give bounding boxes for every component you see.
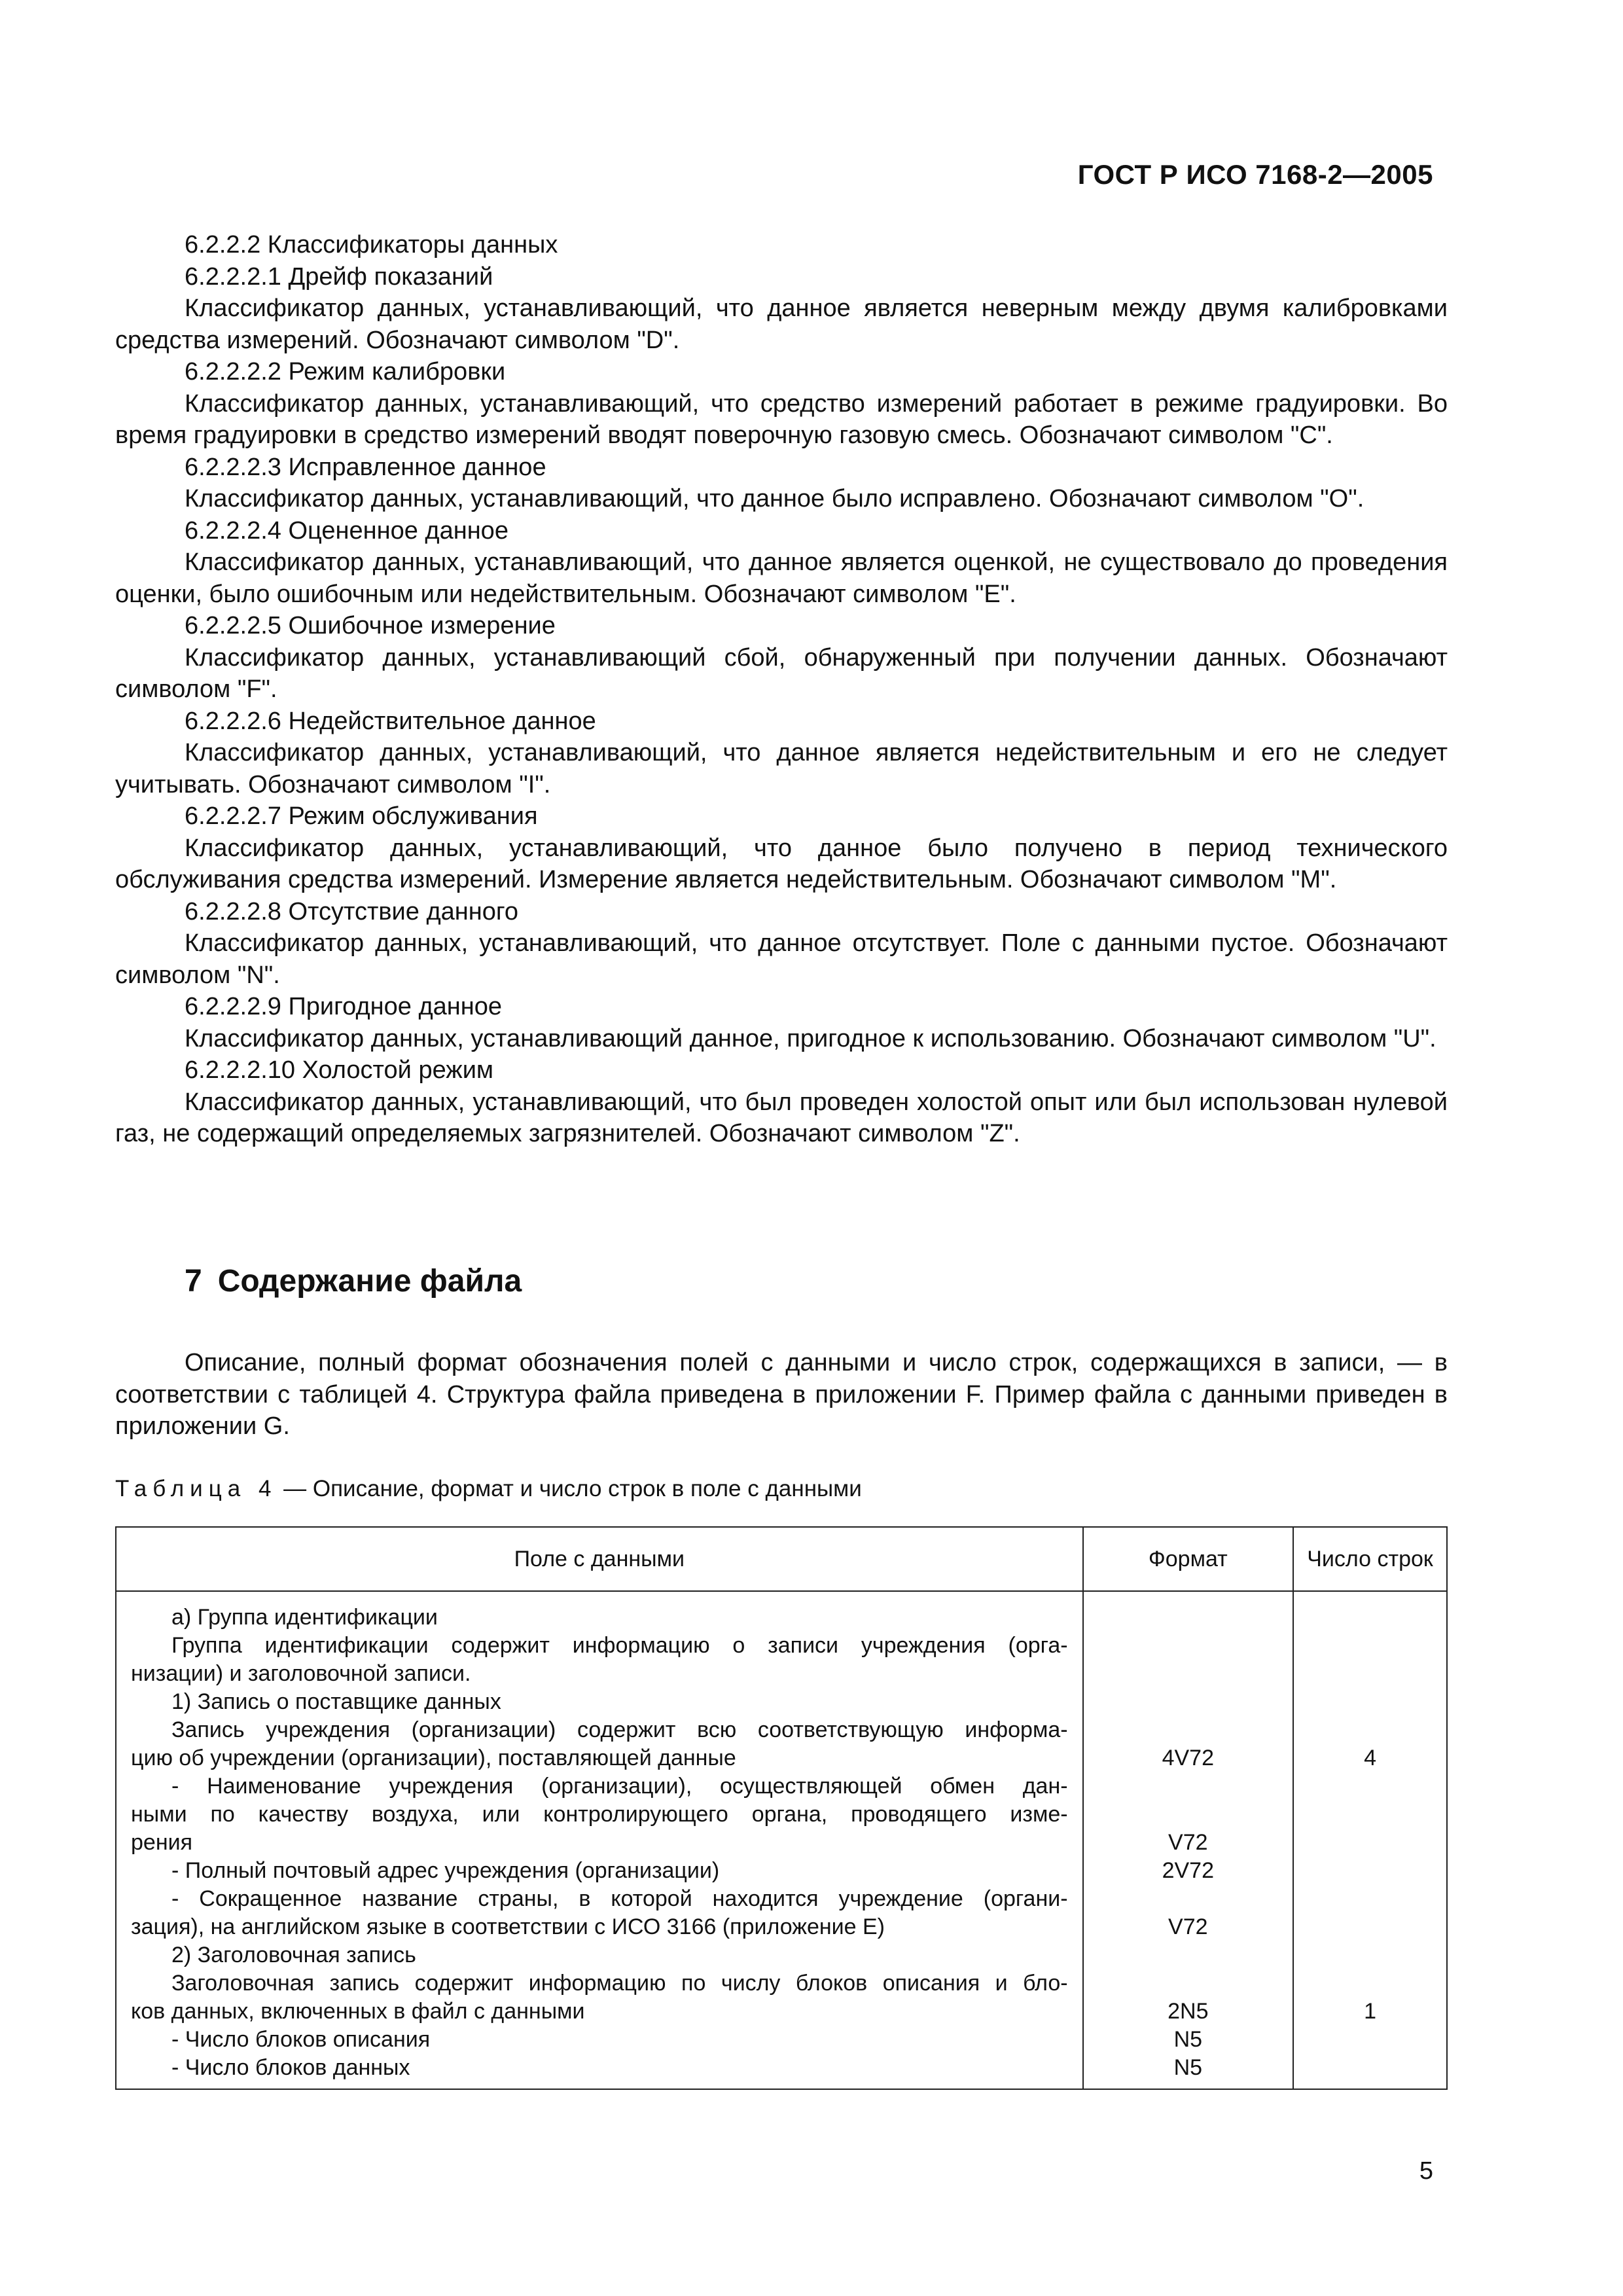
paragraph: Классификатор данных, устанавливающий данное, пригодное к использованию. Обозначают символом "U". <box>185 1024 1436 1052</box>
field-line: ными по качеству воздуха, или контролирующего органа, проводящего изме- <box>131 1802 1068 1827</box>
paragraph: Классификатор данных, устанавливающий, что данное является недействительным и его не следует учитывать. Обозначают символом "I". <box>115 739 1448 798</box>
format-value <box>1098 1716 1278 1744</box>
paragraph: Классификатор данных, устанавливающий, что был проведен холостой опыт или был использован нулевой газ, не содержащий определяемых загрязнителей. Обозначают символом "Z". <box>115 1088 1448 1147</box>
field-line: цию об учреждении (организации), поставляющей данные <box>131 1746 736 1770</box>
field-line: рения <box>131 1830 192 1855</box>
field-line: 1) Запись о поставщике данных <box>171 1689 501 1714</box>
field-line: - Полный почтовый адрес учреждения (организации) <box>171 1858 720 1883</box>
data-table <box>115 1526 1448 2090</box>
rows-value: 4 <box>1364 1746 1376 1770</box>
field-line: Группа идентификации содержит информацию о записи учреждения (орга- <box>171 1633 1068 1658</box>
format-value <box>1098 1969 1278 1998</box>
field-line: - Наименование учреждения (организации), осуществляющей обмен дан- <box>171 1774 1068 1799</box>
format-value: N5 <box>1173 2055 1203 2080</box>
field-line: а) Группа идентификации <box>171 1605 438 1630</box>
format-value <box>1098 1885 1278 1913</box>
paragraph: 6.2.2.2 Классификаторы данных <box>185 231 558 259</box>
format-cell <box>1083 1591 1293 2089</box>
paragraph: 6.2.2.2.5 Ошибочное измерение <box>185 612 556 639</box>
rows-value <box>1308 1885 1432 1913</box>
format-value <box>1098 1632 1278 1660</box>
classifiers-text <box>115 229 1448 1150</box>
rows-value <box>1308 1688 1432 1716</box>
field-line: - Число блоков данных <box>171 2055 410 2080</box>
paragraph: 6.2.2.2.8 Отсутствие данного <box>185 897 519 925</box>
table-caption-text: — Описание, формат и число строк в поле с данными <box>283 1476 862 1501</box>
standard-header: ГОСТ Р ИСО 7168-2—2005 <box>1077 159 1433 190</box>
rows-value <box>1308 1604 1432 1632</box>
format-value: 2V72 <box>1162 1858 1214 1883</box>
paragraph: Классификатор данных, устанавливающий, что данное является неверным между двумя калибровками средства измерений. Обозначают символом "D". <box>115 295 1448 354</box>
section-number: 7 <box>185 1264 202 1299</box>
rows-value <box>1308 1632 1432 1660</box>
paragraph: 6.2.2.2.7 Режим обслуживания <box>185 802 538 830</box>
field-line: Заголовочная запись содержит информацию по числу блоков описания и бло- <box>171 1971 1068 1996</box>
format-value: V72 <box>1168 1830 1208 1855</box>
header-rows: Число строк <box>1293 1527 1447 1591</box>
rows-value <box>1308 1772 1432 1801</box>
format-value <box>1098 1604 1278 1632</box>
intro-paragraph: Описание, полный формат обозначения полей с данными и число строк, содержащихся в записи, — в соответствии с таблицей 4. Структура файла приведена в приложении F. Пример файла с данными приведен в приложении G. <box>115 1349 1448 1440</box>
field-line: низации) и заголовочной записи. <box>131 1661 471 1686</box>
format-value: N5 <box>1173 2027 1203 2052</box>
field-line: ков данных, включенных в файл с данными <box>131 1999 585 2024</box>
field-line: 2) Заголовочная запись <box>171 1943 416 1967</box>
format-value <box>1098 1941 1278 1969</box>
format-value: 2N5 <box>1168 1999 1209 2024</box>
rows-value <box>1308 2026 1432 2054</box>
rows-value <box>1308 1913 1432 1941</box>
paragraph: Классификатор данных, устанавливающий, что данное было получено в период технического обслуживания средства измерений. Измерение является недействительным. Обозначают символом "M". <box>115 834 1448 893</box>
paragraph: 6.2.2.2.4 Оцененное данное <box>185 516 508 545</box>
field-line: Запись учреждения (организации) содержит всю соответствующую информа- <box>171 1717 1068 1742</box>
paragraph: Классификатор данных, устанавливающий, что данное было исправлено. Обозначают символом "O". <box>185 485 1364 512</box>
rows-value <box>1308 1941 1432 1969</box>
paragraph: 6.2.2.2.9 Пригодное данное <box>185 993 502 1020</box>
paragraph: 6.2.2.2.3 Исправленное данное <box>185 453 546 481</box>
section-intro <box>115 1347 1448 1443</box>
rows-value <box>1308 1716 1432 1744</box>
rows-value <box>1308 1829 1432 1857</box>
field-line: - Сокращенное название страны, в которой находится учреждение (органи- <box>171 1886 1068 1911</box>
rows-value <box>1308 1801 1432 1829</box>
field-line: зация), на английском языке в соответствии с ИСО 3166 (приложение Е) <box>131 1914 885 1939</box>
paragraph: 6.2.2.2.10 Холостой режим <box>185 1056 494 1084</box>
paragraph: 6.2.2.2.6 Недействительное данное <box>185 707 596 735</box>
rows-value: 1 <box>1364 1999 1376 2024</box>
header-format: Формат <box>1083 1527 1293 1591</box>
paragraph: 6.2.2.2.1 Дрейф показаний <box>185 262 493 291</box>
field-line: - Число блоков описания <box>171 2027 431 2052</box>
table-header-row <box>116 1527 1447 1591</box>
rows-value <box>1308 1857 1432 1885</box>
section-title: Содержание файла <box>217 1264 522 1299</box>
format-value <box>1098 1801 1278 1829</box>
field-cell <box>116 1591 1083 2089</box>
format-value: V72 <box>1168 1914 1208 1939</box>
table-caption <box>115 1476 862 1502</box>
paragraph: Классификатор данных, устанавливающий, что данное отсутствует. Поле с данными пустое. Обозначают символом "N". <box>115 929 1448 989</box>
table-caption-label: Таблица 4 <box>115 1476 277 1501</box>
rows-cell <box>1293 1591 1447 2089</box>
rows-value <box>1308 1969 1432 1998</box>
rows-value <box>1308 1660 1432 1688</box>
format-value <box>1098 1660 1278 1688</box>
format-value <box>1098 1772 1278 1801</box>
section-heading <box>185 1263 522 1299</box>
format-value: 4V72 <box>1162 1746 1214 1770</box>
page-number: 5 <box>1419 2157 1433 2185</box>
format-value <box>1098 1688 1278 1716</box>
paragraph: Классификатор данных, устанавливающий, что данное является оценкой, не существовало до проведения оценки, было ошибочным или недействительным. Обозначают символом "E". <box>115 548 1448 608</box>
paragraph: 6.2.2.2.2 Режим калибровки <box>185 358 506 386</box>
paragraph: Классификатор данных, устанавливающий, что средство измерений работает в режиме градуировки. Во время градуировки в средство измерений вводят поверочную газовую смесь. Обозначают символом "C". <box>115 389 1448 449</box>
header-field: Поле с данными <box>116 1527 1083 1591</box>
table-row <box>116 1591 1447 2089</box>
paragraph: Классификатор данных, устанавливающий сбой, обнаруженный при получении данных. Обозначают символом "F". <box>115 643 1448 703</box>
rows-value <box>1308 2054 1432 2082</box>
